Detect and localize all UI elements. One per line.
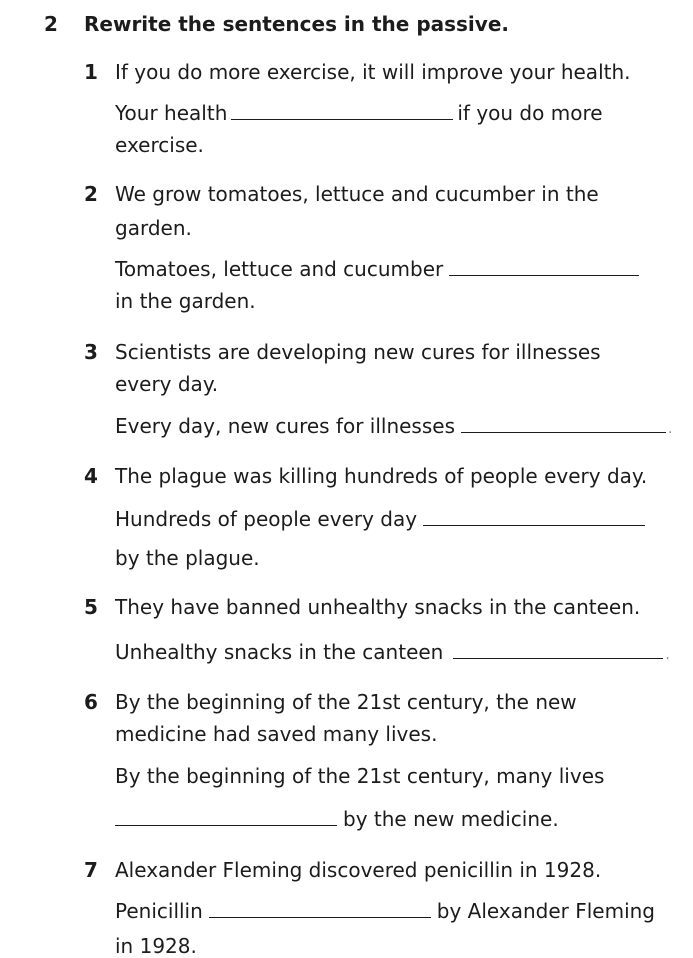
item-sentence: They have banned unhealthy snacks in the canteen. xyxy=(115,595,641,619)
prompt-text-before: Tomatoes, lettuce and cucumber xyxy=(115,257,444,281)
item-prompt: By the beginning of the 21st century, many lives xyxy=(115,764,605,788)
prompt-continuation: in 1928. xyxy=(115,934,197,958)
item-prompt xyxy=(115,640,670,667)
item-sentence: We grow tomatoes, lettuce and cucumber in the xyxy=(115,182,599,206)
item-prompt xyxy=(115,257,639,281)
item-number: 4 xyxy=(84,464,98,488)
item-sentence: Alexander Fleming discovered penicillin in 1928. xyxy=(115,858,602,882)
prompt-text-before: Every day, new cures for illnesses xyxy=(115,414,455,438)
item-prompt xyxy=(115,899,655,923)
item-sentence-continuation: every day. xyxy=(115,372,219,396)
exercise-number: 2 xyxy=(44,12,58,36)
answer-blank[interactable] xyxy=(115,809,337,826)
prompt-continuation: exercise. xyxy=(115,133,204,157)
answer-blank[interactable] xyxy=(209,901,431,918)
prompt-text-after: by the new medicine. xyxy=(343,807,559,831)
item-prompt-line2 xyxy=(115,807,559,831)
item-number: 7 xyxy=(84,858,98,882)
item-prompt xyxy=(115,507,645,531)
prompt-text-before: Your health xyxy=(115,101,228,125)
answer-blank[interactable] xyxy=(449,259,639,276)
item-sentence-continuation: garden. xyxy=(115,216,192,240)
prompt-continuation: by the plague. xyxy=(115,546,260,570)
prompt-text-before: Hundreds of people every day xyxy=(115,507,418,531)
item-prompt xyxy=(115,101,603,125)
prompt-text-after: by Alexander Fleming xyxy=(436,899,655,923)
answer-blank[interactable] xyxy=(423,509,645,526)
prompt-continuation: in the garden. xyxy=(115,289,256,313)
item-sentence: By the beginning of the 21st century, the new xyxy=(115,690,577,714)
answer-blank[interactable] xyxy=(453,642,663,659)
prompt-text-after: if you do more xyxy=(457,101,603,125)
item-number: 6 xyxy=(84,690,98,714)
item-sentence: The plague was killing hundreds of people every day. xyxy=(115,464,648,488)
prompt-end-period: . xyxy=(668,421,673,437)
item-number: 2 xyxy=(84,182,98,206)
item-number: 3 xyxy=(84,340,98,364)
answer-blank[interactable] xyxy=(461,416,666,433)
item-sentence-continuation: medicine had saved many lives. xyxy=(115,722,438,746)
item-number: 5 xyxy=(84,595,98,619)
item-sentence: Scientists are developing new cures for illnesses xyxy=(115,340,601,364)
prompt-text-before: Penicillin xyxy=(115,899,203,923)
answer-blank[interactable] xyxy=(231,103,453,120)
item-number: 1 xyxy=(84,60,98,84)
exercise-instruction: Rewrite the sentences in the passive. xyxy=(84,12,509,36)
item-sentence: If you do more exercise, it will improve your health. xyxy=(115,60,631,84)
prompt-end-period: . xyxy=(665,647,670,663)
item-prompt xyxy=(115,414,672,441)
prompt-text-before: Unhealthy snacks in the canteen xyxy=(115,640,444,664)
